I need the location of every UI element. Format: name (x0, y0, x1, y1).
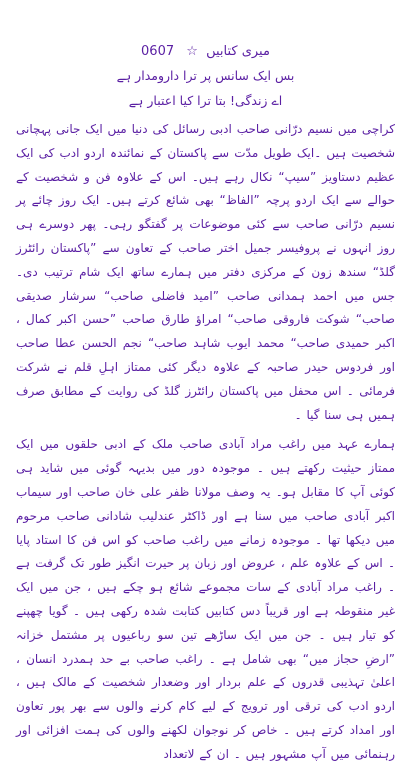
heading-title: میری کتابیں (206, 44, 270, 59)
star-icon: ☆ (186, 44, 198, 59)
verse-line-1: بس ایک سانس پر ترا دارومدار ہے (116, 68, 295, 83)
page-heading (16, 44, 395, 60)
paragraph-2: ہمارے عہد میں راغب مراد آبادی صاحب ملک کے ادبی حلقوں میں ایک ممتاز حیثیت رکھتے ہیں ۔ موجودہ دور میں بدیہہ گوئی میں شاید ہی کوئی آپ کا مقابل ہو۔ یہ وصف مولانا ظفر علی خان صاحب اور سیماب اکبر آبادی صاحب میں سنا ہے اور ڈاکٹر عندلیب شادانی صاحب مرحوم میں دیکھا تھا ۔ موجودہ زمانے میں راغب صاحب کو اس فن کا استاد پایا ۔ اس کے علاوہ علم ، عروض اور زبان پر حیرت انگیز طور تک گرفت ہے ۔ راغب مراد آبادی کے سات مجموعے شائع ہو چکے ہیں ، جن میں ایک غیر منقوطہ ہے اور قریباً دس کتابیں کتابت شدہ رکھی ہیں ۔ گویا چھپنے کو تیار ہیں ۔ جن میں ایک ساڑھے تین سو رباعیوں پر مشتمل خزانہ ”ارضِ حجاز میں“ بھی شامل ہے ۔ راغب صاحب بے حد ہمدرد انسان ، اعلیٰ تہذیبی قدروں کے علم بردار اور وضعدار شخصیت کے مالک ہیں ، اردو ادب کی ترقی اور ترویج کے لیے کام کرنے والوں سے بھر پور تعاون اور امداد کرتے ہیں ۔ خاص کر نوجوان لکھنے والوں کی ہمت افزائی اور رہنمائی میں آپ مشہور ہیں ۔ ان کے لاتعداد (16, 437, 395, 761)
verse-line-2: اے زندگی! بتا ترا کیا اعتبار ہے (128, 93, 283, 108)
page-number: 0607 (141, 44, 175, 59)
paragraph-1: کراچی میں نسیم درّانی صاحب ادبی رسائل کی دنیا میں ایک جانی پہچانی شخصیت ہیں ۔ایک طویل مدّت سے پاکستان کے نمائندہ اردو ادب کی ایک عظیم دستاویز ”سیپ“ نکال رہے ہیں۔ اس کے علاوہ فن و شخصیت کے حوالے سے ایک اردو پرچہ ”الفاظ“ بھی شائع کرتے ہیں۔ ایک روز چائے پر نسیم درّانی صاحب سے کئی موضوعات پر گفتگو رہی۔ پھر دوسرے ہی روز انہوں نے پروفیسر جمیل اختر صاحب کے تعاون سے ”پاکستان رائٹرز گلڈ“ سندھ زون کے مرکزی دفتر میں ہمارے ساتھ ایک شام ترتیب دی۔ جس میں احمد ہمدانی صاحب ”امید فاضلی صاحب“ سرشار صدیقی صاحب“ شوکت فاروقی صاحب“ امراؤ طارق صاحب ”حسن اکبر کمال ، اکبر حمیدی صاحب“ محمد ایوب شاہد صاحب“ نجم الحسن عطا صاحب اور فردوس حیدر صاحبہ کے علاوہ دیگر کئی ممتاز اہلِ قلم نے شرکت فرمائی ۔ اس محفل میں پاکستان رائٹرز گلڈ کی روایت کے مطابق صرف ہمیں ہی سنا گیا ۔ (16, 122, 395, 422)
